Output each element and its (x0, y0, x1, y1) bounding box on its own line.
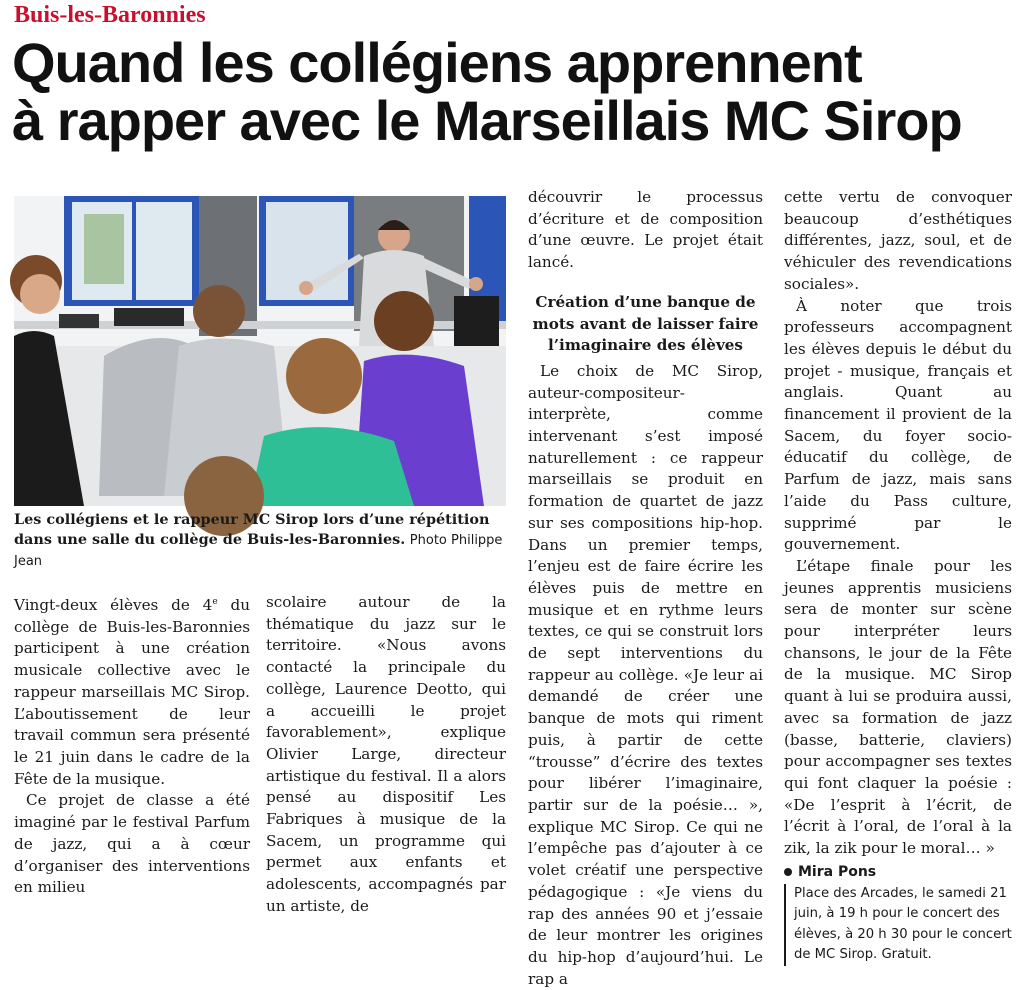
author-byline: Mira Pons (784, 862, 1012, 882)
article-headline (12, 31, 1012, 152)
photo-credit: Photo Philippe Jean (14, 533, 503, 569)
article-column-1 (14, 592, 250, 899)
section-kicker: Buis-les-Baronnies (14, 2, 206, 28)
headline-line-1: Quand les collégiens apprennent (12, 31, 862, 94)
article-column-4 (784, 187, 1012, 966)
photo-caption (14, 510, 506, 572)
event-info-box: Place des Arcades, le samedi 21 juin, à 19 h pour le concert des élèves, à 20 h 30 pour le concert de MC Sirop. Gratuit. (784, 884, 1012, 966)
paragraph: À noter que trois professeurs accompagnent les élèves depuis le début du projet - musique, français et anglais. Quant au financement il provient de la Sacem, du foyer socio-éducatif du collège, de Parfum de jazz, mais sans l’aide du Pass culture, supprimé par le gouvernement. (784, 296, 1012, 554)
article-photo (14, 196, 506, 506)
article-column-3 (528, 187, 763, 990)
paragraph: Ce projet de classe a été imaginé par le festival Parfum de jazz, qui a à cœur d’organiser des interventions en milieu (14, 791, 250, 897)
caption-text: Les collégiens et le rappeur MC Sirop lors d’une répétition dans une salle du collège de Buis-les-Baronnies. (14, 511, 490, 548)
article-subheading: Création d’une banque de mots avant de laisser faire l’imaginaire des élèves (532, 292, 759, 355)
paragraph: cette vertu de convoquer beaucoup d’esthétiques différentes, jazz, soul, et de véhiculer des revendications sociales». (784, 188, 1012, 293)
paragraph: scolaire autour de la thématique du jazz sur le territoire. «Nous avons contacté la principale du collège, Laurence Deotto, qui a accueilli le projet favorablement», explique Olivier Large, directeur artistique du festival. Il a alors pensé au dispositif Les Fabriques à musique de la Sacem, un programme qui permet aux enfants et adolescents, accompagnés par un artiste, de (266, 593, 506, 915)
bullet-icon (784, 868, 792, 876)
classroom-rehearsal-illustration (14, 196, 506, 506)
paragraph: L’étape finale pour les jeunes apprentis musiciens sera de monter sur scène pour interpréter leurs chansons, le jour de la Fête de la musique. MC Sirop quant à lui se produira aussi, avec sa formation de jazz (basse, batterie, claviers) pour accompagner ses textes qui font claquer la poésie : «De l’esprit à l’écrit, de l’écrit à l’oral, de l’oral à la zik, la zik pour le moral… » (784, 556, 1012, 858)
headline-line-2: à rapper avec le Marseillais MC Sirop (12, 89, 962, 152)
paragraph: découvrir le processus d’écriture et de composition d’une œuvre. Le projet était lancé. (528, 188, 763, 272)
paragraph: Le choix de MC Sirop, auteur-compositeur-interprète, comme intervenant s’est imposé naturellement : ce rappeur marseillais se produit en formation de quartet de jazz sur ses compositions hip-hop. Dans un premier temps, l’enjeu est de faire écrire les élèves puis de mettre en musique et en rythme leurs textes, ce qui se construit lors de sept interventions du rappeur au collège. «Je leur ai demandé de créer une banque de mots qui riment puis, à partir de cette “trousse” d’écrire des textes pour libérer l’imaginaire, partir sur de la poésie… », explique MC Sirop. Ce qui ne l’empêche pas d’ajouter à ce volet créatif une perspective pédagogique : «Je viens du rap des années 90 et j’essaie de leur montrer les origines du hip-hop d’aujourd’hui. Le rap a (528, 361, 763, 988)
paragraph: Vingt-deux élèves de 4e du collège de Buis-les-Baronnies participent à une création musicale collective avec le rappeur marseillais MC Sirop. L’aboutissement de leur travail commun sera présenté le 21 juin dans le cadre de la Fête de la musique. (14, 596, 250, 788)
article-column-2 (266, 592, 506, 918)
